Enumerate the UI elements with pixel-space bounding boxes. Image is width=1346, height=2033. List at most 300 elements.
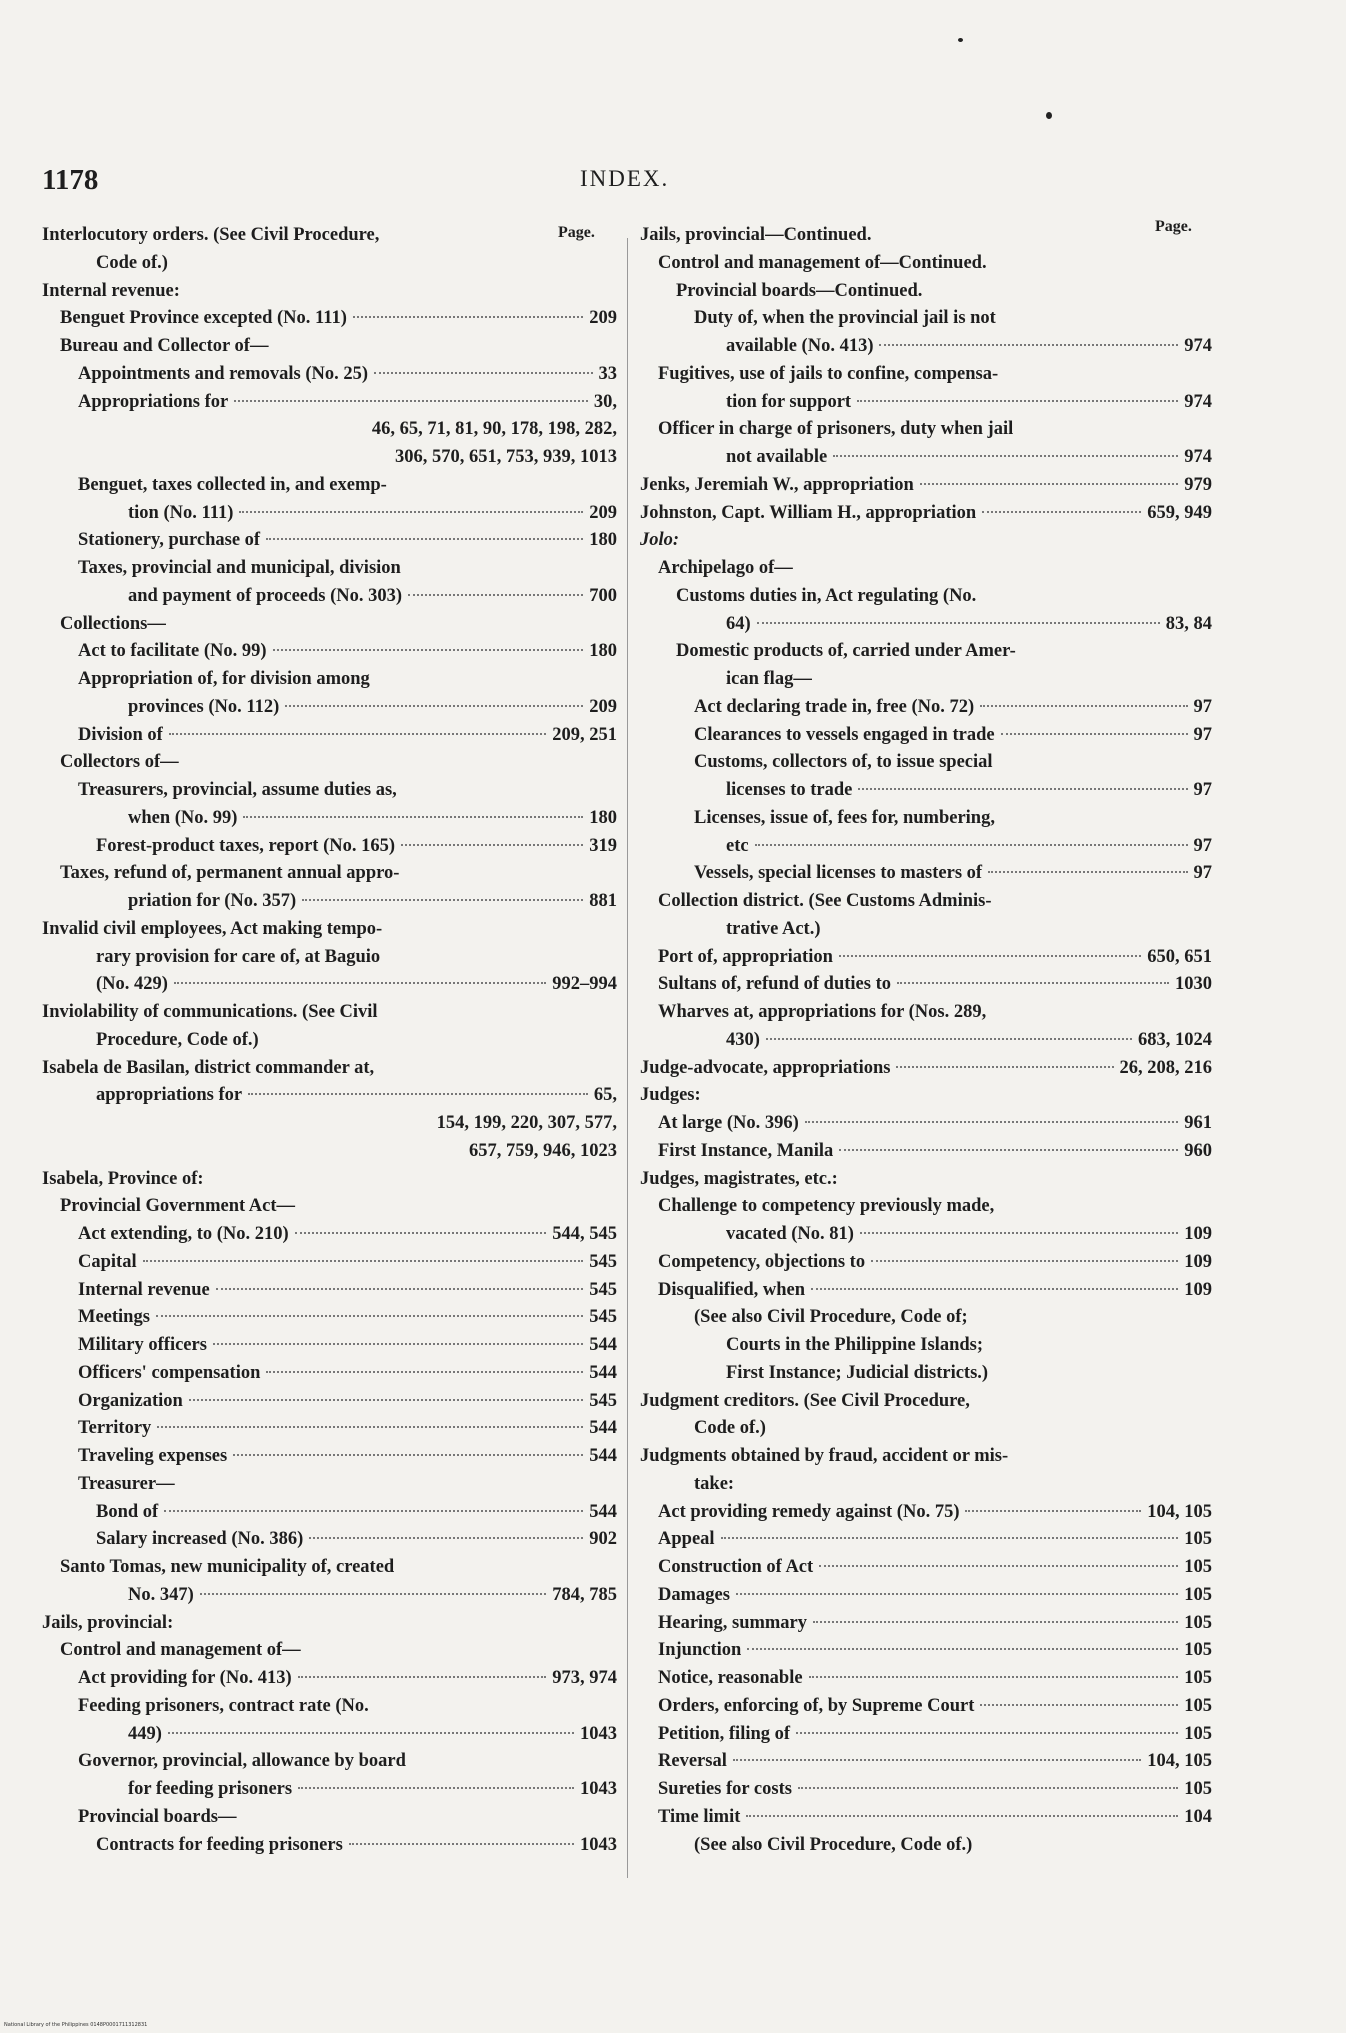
index-entry [42,1055,617,1083]
page-reference: 105 [1184,1640,1212,1661]
leader-dots [839,1149,1178,1151]
index-entry [640,1637,1212,1665]
index-entry [640,444,1212,472]
entry-text: Time limit [658,1806,741,1827]
page-reference: 83, 84 [1165,613,1212,634]
entry-text: Jolo: [640,530,680,551]
index-entry [640,1277,1212,1305]
leader-dots [813,1621,1178,1623]
entry-text: Hearing, summary [658,1612,808,1633]
entry-text: available (No. 413) [726,336,874,356]
index-entry [42,833,617,861]
entry-text: Collectors of— [60,752,179,773]
entry-text: when (No. 99) [128,807,238,828]
entry-text: Contracts for feeding prisoners [96,1834,343,1855]
page-reference: 974 [1184,391,1212,412]
page-reference: 109 [1184,1251,1212,1272]
entry-text: Judgment creditors. (See Civil Procedure, [640,1390,970,1411]
page-reference: 33 [598,363,617,384]
page-reference: 1043 [580,1723,617,1744]
index-entry [42,1499,617,1527]
leader-dots [353,316,583,318]
leader-dots [879,344,1178,346]
page-reference: 700 [589,585,617,606]
page-reference: 1030 [1175,974,1212,995]
index-entry [42,1637,617,1665]
index-entry [42,916,617,944]
index-entry [640,1748,1212,1776]
entry-text: Taxes, provincial and municipal, division [78,558,401,578]
entry-text: Customs, collectors of, to issue special [694,752,993,773]
entry-text: Control and management of—Continued. [658,252,987,273]
entry-text: Jails, provincial—Continued. [640,225,872,245]
page-reference: 104, 105 [1147,1501,1212,1522]
leader-dots [239,511,583,513]
index-entry [640,333,1212,361]
index-entry [640,860,1212,888]
entry-text: Judgments obtained by fraud, accident or mis- [640,1446,1009,1466]
entry-text: 306, 570, 651, 753, 939, 1013 [395,447,617,467]
index-entry [640,971,1212,999]
page-reference: 319 [589,835,617,856]
entry-text: Procedure, Code of.) [96,1029,259,1050]
entry-text: Internal revenue [78,1279,210,1300]
page-reference: 545 [589,1279,617,1300]
leader-dots [857,400,1178,402]
index-entry [42,1110,617,1138]
entry-text: Courts in the Philippine Islands; [726,1335,984,1355]
page-reference: 544 [589,1501,617,1522]
entry-text: Interlocutory orders. (See Civil Procedure, [42,225,380,245]
index-entry [42,1471,617,1499]
index-entry [640,722,1212,750]
page-reference: 97 [1193,780,1212,800]
index-entry [42,250,617,278]
leader-dots [169,733,546,735]
entry-text: Isabela de Basilan, district commander at, [42,1057,375,1078]
entry-text: Appropriation of, for division among [78,669,370,689]
entry-text: Provincial boards—Continued. [676,280,923,301]
page-reference: 544 [589,1418,617,1439]
leader-dots [168,1732,574,1734]
index-entry [42,1166,617,1194]
index-entry [42,1360,617,1388]
entry-text: 154, 199, 220, 307, 577, [436,1113,617,1133]
leader-dots [871,1260,1178,1262]
index-entry [640,916,1212,944]
page-reference: 209 [589,308,617,329]
page-reference: 97 [1193,863,1212,884]
leader-dots [243,816,583,818]
index-entry [42,1277,617,1305]
page-reference: 544, 545 [552,1224,617,1244]
index-entry [42,527,617,555]
index-entry [42,583,617,611]
index-column-left [42,222,617,1859]
entry-text: Officers' compensation [78,1362,261,1383]
leader-dots [809,1676,1179,1678]
entry-text: Capital [78,1251,137,1272]
page-reference: 544 [589,1446,617,1466]
index-entry [42,555,617,583]
page-reference: 902 [589,1529,617,1550]
leader-dots [295,1232,547,1234]
page-reference: 105 [1184,1612,1212,1633]
entry-text: Forest-product taxes, report (No. 165) [96,835,396,856]
index-entry [42,1443,617,1471]
index-entry [640,416,1212,444]
index-entry [640,1110,1212,1138]
index-entry [640,833,1212,861]
entry-text: priation for (No. 357) [128,891,297,911]
entry-text: tion for support [726,391,852,412]
leader-dots [285,705,583,707]
index-entry [42,1610,617,1638]
page-reference: 105 [1184,1529,1212,1550]
entry-text: Internal revenue: [42,280,180,301]
entry-text: Jails, provincial: [42,1612,174,1633]
index-entry [42,1221,617,1249]
leader-dots [248,1093,588,1095]
leader-dots [233,1454,583,1456]
index-entry [42,222,617,250]
leader-dots [349,1843,574,1845]
entry-text: Appointments and removals (No. 25) [78,363,369,384]
entry-text: Sureties for costs [658,1779,792,1799]
entry-text: (See also Civil Procedure, Code of.) [694,1834,973,1855]
entry-text: Feeding prisoners, contract rate (No. [78,1695,369,1716]
entry-text: Port of, appropriation [658,946,833,967]
index-entry [640,1304,1212,1332]
entry-text: At large (No. 396) [658,1113,799,1133]
entry-text: Invalid civil employees, Act making tempo- [42,918,383,939]
entry-text: Act to facilitate (No. 99) [78,641,267,662]
index-entry [640,1665,1212,1693]
page-column-label-left: Page. [558,224,595,241]
index-entry [640,611,1212,639]
entry-text: Organization [78,1390,183,1411]
index-entry [640,1027,1212,1055]
leader-dots [896,1066,1113,1068]
ink-spot [958,38,963,42]
index-entry [42,1832,617,1860]
column-divider [627,238,628,1878]
page-reference: 105 [1184,1723,1212,1744]
page-reference: 979 [1184,474,1212,495]
page-reference: 65, [593,1085,617,1106]
leader-dots [860,1232,1178,1234]
index-entry [640,1332,1212,1360]
entry-text: 64) [726,613,751,634]
entry-text: Orders, enforcing of, by Supreme Court [658,1695,975,1716]
index-entry [42,1582,617,1610]
page-reference: 180 [589,530,617,551]
entry-text: Provincial Government Act— [60,1196,295,1217]
page-reference: 1043 [580,1834,617,1855]
index-entry [640,1193,1212,1221]
entry-text: Petition, filing of [658,1723,791,1744]
leader-dots [164,1510,583,1512]
page-reference: 545 [589,1251,617,1272]
index-entry [640,278,1212,306]
entry-text: Collection district. (See Customs Adminis- [658,891,992,911]
index-column-right [640,222,1212,1859]
page-reference: 105 [1184,1557,1212,1577]
index-entry [640,638,1212,666]
entry-text: vacated (No. 81) [726,1224,854,1244]
entry-text: Treasurers, provincial, assume duties as, [78,780,397,800]
entry-text: Treasurer— [78,1473,175,1494]
leader-dots [298,1787,574,1789]
entry-text: for feeding prisoners [128,1779,293,1799]
entry-text: rary provision for care of, at Baguio [96,946,381,967]
entry-text: Sultans of, refund of duties to [658,974,892,995]
index-entry [42,971,617,999]
index-entry [640,500,1212,528]
leader-dots [920,483,1178,485]
entry-text: Customs duties in, Act regulating (No. [676,585,977,606]
index-entry [640,1610,1212,1638]
entry-text: Meetings [78,1307,150,1328]
leader-dots [266,1371,583,1373]
entry-text: Isabela, Province of: [42,1168,204,1189]
page-reference: 683, 1024 [1138,1029,1212,1050]
page-reference: 97 [1193,724,1212,745]
entry-text: No. 347) [128,1584,194,1605]
page-reference: 974 [1184,447,1212,467]
entry-text: Wharves at, appropriations for (Nos. 289, [658,1002,987,1022]
page-reference: 881 [589,891,617,911]
page-reference: 209 [589,696,617,717]
entry-text: ican flag— [726,669,812,689]
leader-dots [174,982,546,984]
entry-text: appropriations for [96,1085,243,1106]
entry-text: Control and management of— [60,1640,301,1661]
entry-text: Domestic products of, carried under Amer- [676,641,1016,662]
page-reference: 659, 949 [1147,502,1212,523]
index-entry [42,416,617,444]
page-reference: 105 [1184,1584,1212,1605]
leader-dots [988,871,1187,873]
entry-text: (No. 429) [96,974,168,995]
page-column-label-right: Page. [1155,218,1192,235]
entry-text: 449) [128,1723,162,1744]
index-entry [640,777,1212,805]
index-entry [640,389,1212,417]
index-entry [640,361,1212,389]
leader-dots [213,1343,583,1345]
leader-dots [266,538,583,540]
index-entry [42,1332,617,1360]
leader-dots [157,1426,583,1428]
page-reference: 180 [589,807,617,828]
index-entry [640,888,1212,916]
index-entry [42,888,617,916]
index-entry [42,860,617,888]
entry-text: take: [694,1473,735,1494]
entry-text: 430) [726,1029,760,1050]
leader-dots [798,1787,1178,1789]
index-entry [42,999,617,1027]
entry-text: Judges: [640,1085,701,1106]
page-reference: 209 [589,502,617,523]
index-entry [42,1415,617,1443]
entry-text: trative Act.) [726,918,821,939]
leader-dots [733,1759,1141,1761]
leader-dots [833,455,1178,457]
index-entry [640,1721,1212,1749]
entry-text: Clearances to vessels engaged in trade [694,724,995,745]
page-reference: 30, [593,391,617,412]
index-entry [640,1082,1212,1110]
entry-text: Injunction [658,1640,742,1661]
leader-dots [721,1537,1179,1539]
index-entry [640,555,1212,583]
index-entry [42,1748,617,1776]
entry-text: First Instance; Judicial districts.) [726,1362,989,1383]
leader-dots [811,1288,1178,1290]
index-entry [42,361,617,389]
entry-text: Territory [78,1418,152,1439]
entry-text: Act providing remedy against (No. 75) [658,1501,960,1522]
entry-text: Collections— [60,613,166,634]
index-entry [42,1804,617,1832]
entry-text: Taxes, refund of, permanent annual appro- [60,863,400,884]
entry-text: and payment of proceeds (No. 303) [128,585,403,606]
index-entry [42,1138,617,1166]
index-entry [640,1776,1212,1804]
entry-text: Competency, objections to [658,1251,866,1272]
index-entry [640,1832,1212,1860]
page-reference: 180 [589,641,617,662]
index-entry [640,1499,1212,1527]
index-entry [640,527,1212,555]
index-entry [42,666,617,694]
page-reference: 650, 651 [1147,946,1212,967]
index-entry [42,305,617,333]
index-entry [640,583,1212,611]
leader-dots [980,705,1187,707]
page-reference: 545 [589,1390,617,1411]
index-entry [640,694,1212,722]
page-reference: 960 [1184,1140,1212,1161]
index-entry [42,944,617,972]
index-entry [42,278,617,306]
index-entry [42,638,617,666]
entry-text: Fugitives, use of jails to confine, compensa- [658,363,999,384]
page-reference: 784, 785 [552,1584,617,1605]
index-entry [42,1027,617,1055]
index-entry [42,1554,617,1582]
entry-text: Code of.) [694,1418,766,1439]
page-number: 1178 [42,164,99,196]
page-reference: 105 [1184,1695,1212,1716]
leader-dots [982,511,1141,513]
index-entry [640,1693,1212,1721]
index-entry [42,805,617,833]
entry-text: Benguet, taxes collected in, and exemp- [78,474,387,495]
index-entry [42,472,617,500]
page-reference: 105 [1184,1779,1212,1799]
index-entry [42,694,617,722]
scan-footer: National Library of the Philippines 0148P0001711312831 [4,2022,148,2028]
leader-dots [156,1315,583,1317]
entry-text: Licenses, issue of, fees for, numbering, [694,807,995,828]
entry-text: Inviolability of communications. (See Civil [42,1002,378,1022]
index-entry [42,749,617,777]
index-entry [640,999,1212,1027]
leader-dots [408,594,583,596]
page-reference: 973, 974 [552,1668,617,1688]
page-reference: 97 [1193,835,1212,856]
page-reference: 104, 105 [1147,1751,1212,1772]
leader-dots [302,899,583,901]
index-entry [42,1388,617,1416]
index-entry [640,1582,1212,1610]
page-reference: 992–994 [552,974,617,995]
index-entry [640,1415,1212,1443]
index-entry [42,1249,617,1277]
entry-text: tion (No. 111) [128,502,234,523]
index-entry [640,1138,1212,1166]
index-entry [640,222,1212,250]
entry-text: (See also Civil Procedure, Code of; [694,1307,968,1328]
index-entry [640,1166,1212,1194]
index-entry [42,1776,617,1804]
entry-text: Appropriations for [78,391,229,412]
entry-text: not available [726,447,828,467]
page-reference: 545 [589,1307,617,1328]
leader-dots [234,400,588,402]
index-entry [640,1055,1212,1083]
index-entry [42,1693,617,1721]
entry-text: Military officers [78,1335,207,1355]
leader-dots [747,1648,1178,1650]
index-entry [640,666,1212,694]
index-entry [42,1193,617,1221]
page-reference: 26, 208, 216 [1119,1057,1212,1078]
leader-dots [374,372,592,374]
leader-dots [746,1815,1178,1817]
entry-text: Duty of, when the provincial jail is not [694,308,996,329]
entry-text: Damages [658,1584,730,1605]
entry-text: Vessels, special licenses to masters of [694,863,983,884]
entry-text: Traveling expenses [78,1446,228,1466]
leader-dots [897,982,1169,984]
page-reference: 97 [1193,696,1212,717]
entry-text: Benguet Province excepted (No. 111) [60,308,347,329]
index-entry [640,1443,1212,1471]
leader-dots [757,622,1160,624]
leader-dots [805,1121,1178,1123]
entry-text: 46, 65, 71, 81, 90, 178, 198, 282, [371,419,617,440]
leader-dots [189,1399,583,1401]
index-entry [640,1804,1212,1832]
index-entry [42,722,617,750]
entry-text: Salary increased (No. 386) [96,1529,304,1550]
index-entry [42,1526,617,1554]
entry-text: Code of.) [96,252,168,273]
page-reference: 544 [589,1362,617,1383]
index-entry [42,611,617,639]
index-entry [42,1304,617,1332]
entry-text: Jenks, Jeremiah W., appropriation [640,474,914,495]
entry-text: Judge-advocate, appropriations [640,1057,891,1078]
page-title: INDEX. [580,166,670,191]
index-entry [42,1721,617,1749]
leader-dots [143,1260,584,1262]
leader-dots [965,1510,1141,1512]
